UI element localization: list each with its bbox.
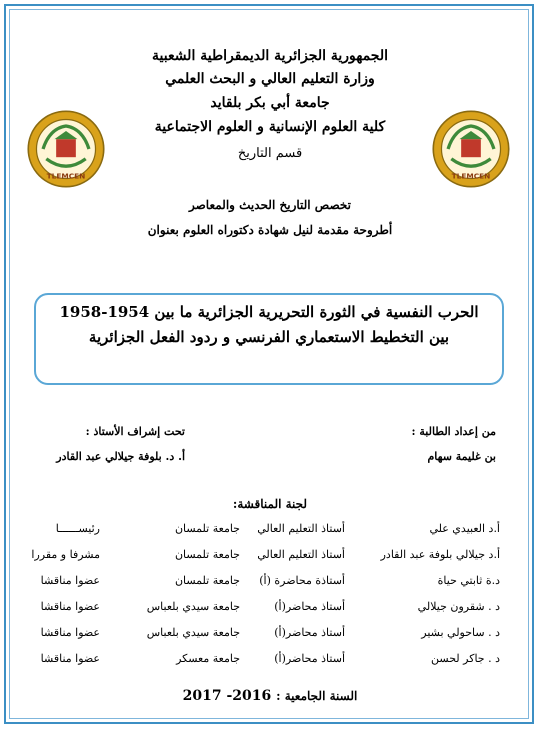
jury-member-rank: أستاذ محاضر(أ) [274,652,345,665]
faculty-heading: كلية العلوم الإنسانية و العلوم الاجتماعية [154,119,386,135]
thesis-type-line: أطروحة مقدمة لنيل شهادة دكتوراه العلوم بعنوان [147,223,393,237]
thesis-title-line-1: الحرب النفسية في الثورة التحريرية الجزائرية ما بين 1954-1958 [59,303,479,321]
academic-year [0,688,540,704]
jury-member-rank: أستاذ محاضر(أ) [274,600,345,613]
thesis-title-box [34,293,504,385]
jury-member-role: عضوا مناقشا [40,652,100,665]
university-logo-right [430,108,512,190]
jury-row [0,600,540,620]
jury-member-name: د . ساحولي بشير [421,626,500,639]
jury-member-role: عضوا مناقشا [40,574,100,587]
jury-member-university: جامعة معسكر [176,652,240,665]
jury-member-rank: أستاذ محاضر(أ) [274,626,345,639]
jury-row [0,574,540,594]
republic-heading: الجمهورية الجزائرية الديمقراطية الشعبية [151,48,388,64]
university-logo-left [25,108,107,190]
student-name: بن غليمة سهام [427,450,496,463]
jury-member-role: مشرفا و مقررا [31,548,100,561]
jury-member-university: جامعة تلمسان [174,522,240,535]
jury-member-role: رئيســــــا [55,522,100,535]
prepared-by-label: من إعداد الطالبة : [411,425,496,438]
logo-text: TLEMCEN [46,171,86,181]
thesis-title-line-2: بين التخطيط الاستعماري الفرنسي و ردود الفعل الجزائرية [88,328,450,346]
logo-text: TLEMCEN [451,171,491,181]
jury-member-rank: أستاذة محاضرة (أ) [259,574,345,587]
jury-member-university: جامعة سيدي بلعباس [146,600,240,613]
jury-title: لجنة المناقشة: [232,497,308,511]
jury-member-role: عضوا مناقشا [40,626,100,639]
jury-member-university: جامعة سيدي بلعباس [146,626,240,639]
jury-member-name: أ.د جيلالي بلوفة عبد القادر [380,548,500,561]
university-heading: جامعة أبي بكر بلقايد [210,95,330,111]
jury-member-role: عضوا مناقشا [40,600,100,613]
jury-member-rank: أستاذ التعليم العالي [257,548,345,561]
jury-member-university: جامعة تلمسان [174,548,240,561]
supervisor-name: أ. د. بلوفة جيلالي عبد القادر [56,450,185,463]
specialty-line: تخصص التاريخ الحديث والمعاصر [188,198,351,212]
supervisor-label: تحت إشراف الأستاذ : [85,425,185,438]
jury-member-university: جامعة تلمسان [174,574,240,587]
jury-member-rank: أستاذ التعليم العالي [257,522,345,535]
jury-member-name: د . شقرون جيلالي [417,600,500,613]
academic-year-value: 2016- 2017 [182,688,272,704]
jury-member-name: د . جاكر لحسن [431,652,500,665]
jury-row [0,652,540,672]
jury-row [0,548,540,568]
jury-member-name: د.ة ثابتي حياة [437,574,500,587]
department-heading: قسم التاريخ [237,146,303,161]
academic-year-label: السنة الجامعية : [276,689,358,703]
jury-row [0,626,540,646]
jury-row [0,522,540,542]
jury-member-name: أ.د العبيدي علي [429,522,500,535]
ministry-heading: وزارة التعليم العالي و البحث العلمي [165,71,375,87]
